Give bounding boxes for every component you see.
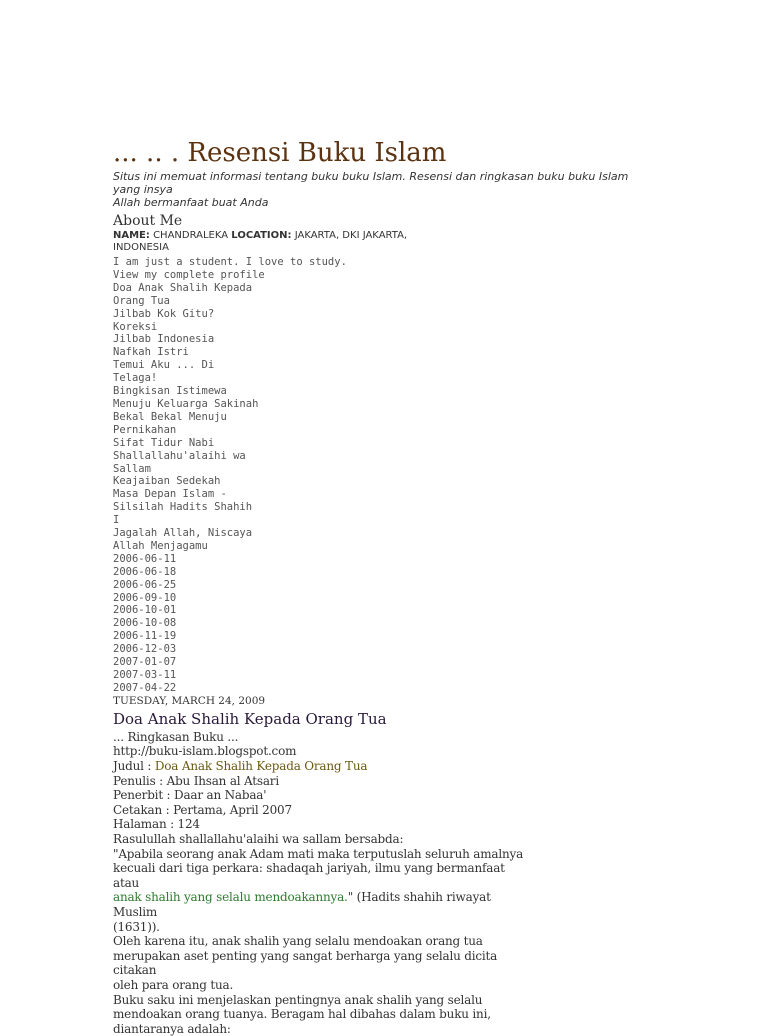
recent-post-link[interactable]: Jilbab Indonesia	[113, 333, 215, 346]
recent-post-link[interactable]: Bekal Bekal Menuju Pernikahan	[113, 410, 227, 436]
archive-link[interactable]: 2006-06-25	[113, 578, 177, 591]
archive-link[interactable]: 2006-12-03	[113, 643, 177, 656]
archive-item	[113, 617, 673, 630]
blog-title[interactable]: ... .. . Resensi Buku Islam	[113, 138, 447, 168]
archive-item	[113, 643, 673, 656]
post-line: mendoakan orang tuanya. Beragam hal dibahas dalam buku ini,	[113, 1007, 491, 1022]
archive-link[interactable]: 2006-10-01	[113, 604, 177, 617]
post-line: ... Ringkasan Buku ...	[113, 729, 239, 744]
post-line: "Apabila seorang anak Adam mati maka terputuslah seluruh amalnya	[113, 846, 524, 861]
archive-link[interactable]: 2006-06-11	[113, 552, 177, 565]
view-profile-link[interactable]: View my complete profile	[113, 268, 265, 281]
post-url: http://buku-islam.blogspot.com	[113, 744, 297, 759]
post-date: TUESDAY, MARCH 24, 2009	[113, 694, 266, 707]
post-line: Penulis : Abu Ihsan al Atsari	[113, 773, 279, 788]
blog-description	[113, 170, 643, 209]
recent-post-item	[113, 308, 263, 334]
recent-post-item	[113, 437, 263, 476]
recent-post-link[interactable]: Menuju Keluarga Sakinah	[113, 397, 259, 410]
archive-item	[113, 669, 673, 682]
page-container	[113, 138, 673, 1036]
hadith-source: " (Hadits shahih riwayat Muslim	[113, 890, 491, 919]
post-line: kecuali dari tiga perkara: shadaqah jariyah, ilmu yang bermanfaat atau	[113, 861, 505, 890]
recent-post-link[interactable]: Bingkisan Istimewa	[113, 385, 227, 398]
recent-post-item	[113, 475, 263, 488]
post-line: Penerbit : Daar an Nabaa'	[113, 788, 267, 803]
recent-post-link[interactable]: Masa Depan Islam -	[113, 488, 227, 501]
post-line: Buku saku ini menjelaskan pentingnya anak shalih yang selalu	[113, 992, 483, 1007]
archive-item	[113, 682, 673, 695]
recent-post-link[interactable]: Silsilah Hadits Shahih I	[113, 501, 253, 527]
post-line: Halaman : 124	[113, 817, 200, 832]
post-line: diantaranya adalah:	[113, 1021, 231, 1036]
recent-post-link[interactable]: Temui Aku ... Di Telaga!	[113, 359, 215, 385]
blog-description-line-2: Allah bermanfaat buat Anda	[113, 196, 269, 209]
recent-post-link[interactable]: Sifat Tidur Nabi Shallallahu'alaihi wa Sallam	[113, 436, 246, 475]
archive-item	[113, 592, 673, 605]
recent-posts-list	[113, 282, 263, 553]
judul-label: Judul :	[113, 759, 155, 773]
post-line: oleh para orang tua.	[113, 977, 234, 992]
post-line: Cetakan : Pertama, April 2007	[113, 802, 292, 817]
archive-link[interactable]: 2007-04-22	[113, 681, 177, 694]
archive-item	[113, 553, 673, 566]
name-value: CHANDRALEKA	[153, 230, 229, 241]
recent-post-item	[113, 501, 263, 527]
post-line: (1631)).	[113, 919, 160, 934]
recent-post-item	[113, 398, 263, 411]
recent-post-item	[113, 411, 263, 437]
recent-post-link[interactable]: Doa Anak Shalih Kepada Orang Tua	[113, 281, 253, 307]
archive-link[interactable]: 2006-10-08	[113, 617, 177, 630]
archive-link[interactable]: 2006-11-19	[113, 630, 177, 643]
archive-link[interactable]: 2007-03-11	[113, 669, 177, 681]
archive-link[interactable]: 2006-06-18	[113, 565, 177, 578]
post-line	[113, 890, 533, 919]
archive-link[interactable]: 2007-01-07	[113, 656, 177, 669]
recent-post-link[interactable]: Keajaiban Sedekah	[113, 475, 221, 488]
archive-item	[113, 566, 673, 579]
recent-post-link[interactable]: Nafkah Istri	[113, 346, 189, 359]
archive-item	[113, 656, 673, 669]
recent-post-item	[113, 488, 263, 501]
archive-list	[113, 553, 673, 695]
post-line	[113, 759, 533, 774]
location-value: JAKARTA, DKI JAKARTA, INDONESIA	[113, 230, 408, 253]
recent-post-item	[113, 346, 263, 359]
blog-description-line-1: Situs ini memuat informasi tentang buku buku Islam. Resensi dan ringkasan buku buku Islam yang insya	[113, 170, 629, 196]
post-line: Rasulullah shallallahu'alaihi wa sallam bersabda:	[113, 831, 404, 846]
recent-post-item	[113, 527, 263, 553]
recent-post-link[interactable]: Jagalah Allah, Niscaya Allah Menjagamu	[113, 527, 253, 552]
hadith-highlight: anak shalih yang selalu mendoakannya.	[113, 890, 348, 905]
post-line: Oleh karena itu, anak shalih yang selalu mendoakan orang tua	[113, 934, 483, 949]
recent-post-link[interactable]: Jilbab Kok Gitu? Koreksi	[113, 307, 215, 333]
name-label: NAME:	[113, 230, 150, 241]
profile-info	[113, 230, 453, 254]
archive-item	[113, 630, 673, 643]
archive-link[interactable]: 2006-09-10	[113, 591, 177, 604]
post-title[interactable]: Doa Anak Shalih Kepada Orang Tua	[113, 709, 387, 728]
location-label: LOCATION:	[231, 230, 292, 241]
about-me-heading: About Me	[113, 213, 183, 229]
profile-bio: I am just a student. I love to study.	[113, 256, 347, 268]
recent-post-item	[113, 282, 263, 308]
archive-item	[113, 579, 673, 592]
post-line: merupakan aset penting yang sangat berharga yang selalu dicita citakan	[113, 948, 498, 978]
judul-link[interactable]: Doa Anak Shalih Kepada Orang Tua	[154, 759, 368, 773]
recent-post-item	[113, 385, 263, 398]
recent-post-item	[113, 359, 263, 385]
archive-item	[113, 604, 673, 617]
recent-post-item	[113, 333, 263, 346]
post-body	[113, 730, 533, 1036]
